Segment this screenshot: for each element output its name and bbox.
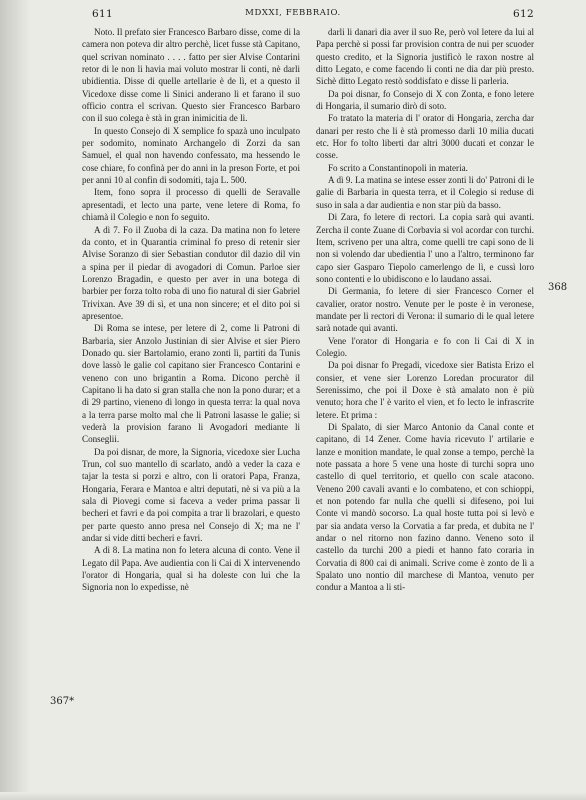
page-bottom-shadow — [0, 792, 586, 800]
margin-number-left: 367* — [50, 696, 75, 707]
text-column-left — [82, 26, 300, 594]
paragraph: darli li danari dia aver il suo Re, però vol letere da lui al Papa perchè si possi far provision contra de nui per scuoder questo credito, et la Signoria justificò le raxon nostre al ditto Legato, e come facendo li conti ne dia dar più presto. Sichè ditto Legato restò soddisfato e disse li parleria. — [316, 27, 534, 87]
paragraph: Di Zara, fo letere di rectori. La copia sarà qui avanti. Zercha il conte Zuane di Corbavia si vol acordar con turchi. Item, scriveno per una altra, come quelli tre capi sono de li non si volendo dar ubedientia l' uno a l'altro, terminono far capo sier Gasparo Tiepolo camerlengo de lì, e cussì loro sono contenti e lo ubidiscono e lo laudano assai. — [316, 212, 534, 284]
paragraph: Item, fono sopra il processo di quelli de Seravalle apresentadi, et lecto una parte, vene letere di Roma, fo chiamà il Colegio e non fo seguito. — [82, 187, 300, 223]
paragraph: Di Germania, fo letere di sier Francesco Corner el cavalier, orator nostro. Venute per le poste è in veronese, mandate per li rectori di Verona: il sumario di le qual letere sarà notade qui avanti. — [316, 286, 534, 334]
paragraph: Di Roma se intese, per letere di 2, come li Patroni di Barbaria, sier Anzolo Justinian di sier Alvise et sier Piero Donado qu. sier Bartolamio, erano zonti lì, partiti da Tunis dove lassò le galie col capitano sier Francesco Contarini e veneno con uno brigantin a Roma. Dicono perchè il Capitano li ha dato si gran stalla che non la pono durar; et a dì 29 partino, vieneno di longo in questa terra: la qual nova a la terra parse molto mal che li Patroni lasasse le galie; si vederà la provision farano li Avogadori mediante li Conseglii. — [82, 323, 300, 445]
paragraph: Vene l'orator di Hongaria e fo con li Cai di X in Colegio. — [316, 335, 534, 358]
running-title: MDXXI, FEBBRAIO. — [245, 8, 341, 18]
paragraph: Da poi disnar, fo Consejo di X con Zonta, e fono letere di Hongaria, il sumario dirò di soto. — [316, 88, 534, 112]
margin-number-right: 368 — [548, 282, 568, 293]
paragraph: Di Spalato, di sier Marco Antonio da Canal conte et capitano, di 14 Zener. Come havia ricevuto l' artilarie e lanze e monition mandate, le qual zonse a tempo, perchè la note passata a hore 5 vene una hoste di turchi sopra uno castello di quel territorio, et quello con scale atacono. Veneno 200 cavali avanti e lo combateno, et con schioppi, et non potendo far nulla che quelli si difeseno, poi lui Conte vi mandò socorso. La qual hoste tutta poi si levò e par sia andata verso la Corvatia a far preda, et dubita ne l' andar o nel ritorno non fazino danno. Veneno soto il castello da turchi 200 a piedi et hanno fato coraria in Corvatia di 800 cai di animali. Scrive come è zonto de lì a Spalato uno nontio dil marchese di Mantoa, venuto per condur a Mantoa a li sti- — [316, 422, 534, 593]
page-number-right: 612 — [513, 8, 534, 20]
paragraph: Da poi disnar, de more, la Signoria, vicedoxe sier Lucha Trun, col suo mantello di scarlato, andò a veder la caza e tajar la testa si porzi e altro, con li oratori Papa, Franza, Hongaria, Ferara e Mantoa e altri deputati, nè si va più a la sala di Piovegi come si faceva a veder prima passar li becheri et favri e da poi compita a trar li brazolari, e questo per parte questo anno presa nel Consejo di X; ma ne l' andar si vide ditti becheri e favri. — [82, 446, 300, 544]
paragraph: In questo Consejo di X semplice fo spazà uno inculpato per sodomito, nominato Archangelo di Zorzi da san Samuel, el qual non havendo confessato, ma hessendo le cose chiare, fo confinà per do anni in la preson Forte, et poi per anni 10 al confin di sodomiti, taja L. 500. — [82, 125, 300, 186]
paragraph: A dì 8. La matina non fo letera alcuna di conto. Vene il Legato dil Papa. Ave audientia con li Cai di X intervenendo l'orator di Hongaria, qual si ha doleste con lui che la Signoria non lo expedisse, nè — [82, 545, 300, 593]
page-gutter-shadow — [0, 0, 30, 800]
paragraph: Fo scrito a Constantinopoli in materia. — [328, 162, 468, 173]
paragraph: Fo tratato la materia di l' orator di Hongaria, zercha dar danari per resto che li è stà promesso darli 10 milia ducati etc. Hor fo tolto liberti dar altri 3000 ducati et conzar le cosse. — [316, 113, 534, 161]
text-column-right — [316, 26, 534, 594]
paragraph: A dì 7. Fo il Zuoba di la caza. Da matina non fo letere da conto, et in Quarantia criminal fo preso di retenir sier Alvise Soranzo di sier Sebastian condutor dil dazio dil vin a spina per il piedar di avogadori di Comun. Parloe sier Lorenzo Bragadin, e questo per aver in una botega di barbier per forza tolto roba di uno fio natural di sier Gabriel Trivixan. Ave 39 di sì, et una non sincere; et el dito poi si apresentoe. — [82, 224, 300, 321]
paragraph: Da poi disnar fo Pregadi, vicedoxe sier Batista Erizo el consier, et vene sier Lorenzo Loredan procurator dil Serenissimo, che poi il Doxe è stà amalato non è più venuto; hora che l' è varito el vien, et fo lecto le infrascrite letere. Et prima : — [316, 360, 534, 420]
paragraph: Noto. Il prefato sier Francesco Barbaro disse, come di la camera non poteva dir altro perchè, licet fusse stà Capitano, quel scrivan nominato . . . . fatto per sier Alvise Contarini retor di le non li havia mai voluto mostrar li conti, nè darli ubidientia. Disse di quelle artellarie è de lì, et a questo il Vicedoxe disse come li Sinici anderano lì et farano il suo officio contra el scrivan. Questo sier Francesco Barbaro con il suo colega è stà in gran inimicitia de lì. — [82, 27, 300, 124]
paragraph: A dì 9. La matina se intese esser zonti li do' Patroni di le galie di Barbaria in questa terra, et il Colegio si reduse di suso in sala a dar audientia e non star più da basso. — [316, 175, 534, 210]
page-number-left: 611 — [92, 8, 113, 20]
